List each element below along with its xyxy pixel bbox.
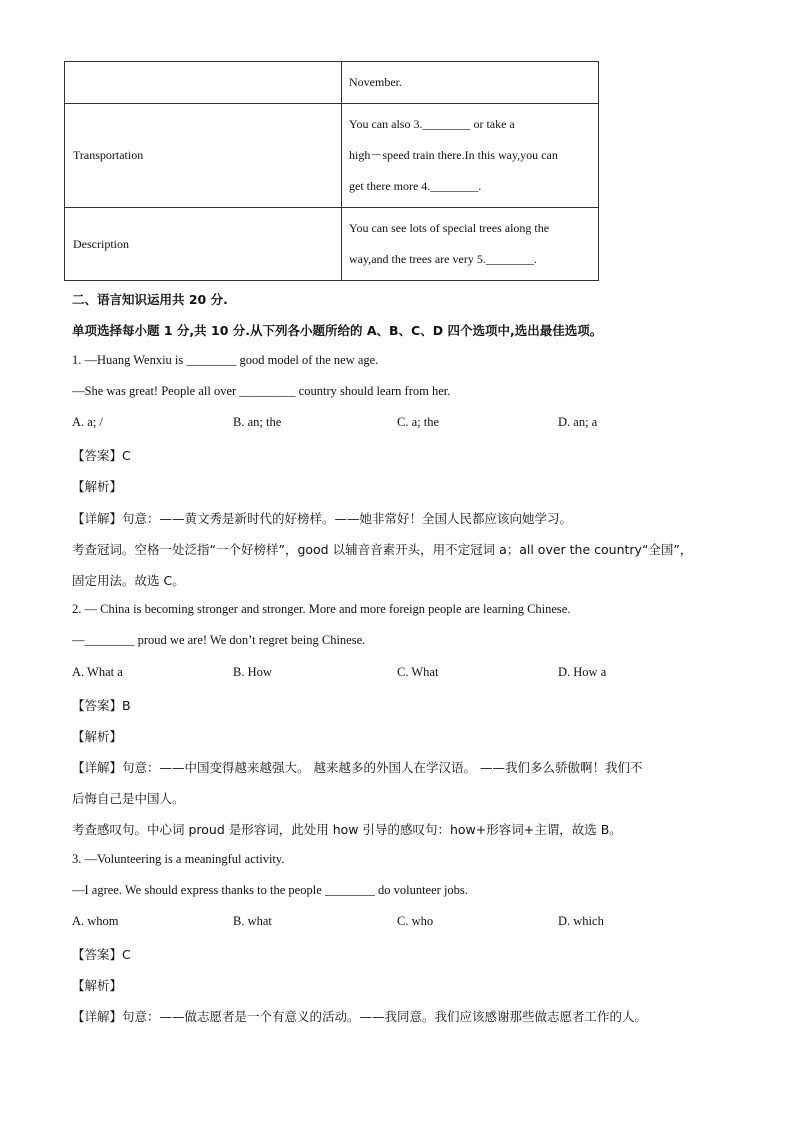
question-2-option-c: C. What bbox=[397, 665, 439, 679]
table-row bbox=[65, 62, 599, 104]
question-1-option-d: D. an; a bbox=[558, 415, 598, 429]
question-3-option-a: A. whom bbox=[72, 914, 119, 928]
table-content-line: high－speed train there.In this way,you can bbox=[349, 148, 558, 162]
section-instruction: 单项选择每小题 1 分,共 10 分.从下列各小题所给的 A、B、C、D 四个选项中,选出最佳选项。 bbox=[72, 323, 603, 338]
question-3-option-c: C. who bbox=[397, 914, 434, 928]
table-label-cell bbox=[65, 62, 342, 104]
question-2-answer: 【答案】B bbox=[72, 698, 131, 713]
table-row bbox=[65, 208, 599, 281]
question-2-detail: 后悔自己是中国人。 bbox=[72, 791, 185, 806]
question-1-analysis-label: 【解析】 bbox=[72, 479, 123, 494]
section-heading: 二、语言知识运用共 20 分. bbox=[72, 292, 228, 307]
question-2-stem: 2. — China is becoming stronger and stronger. More and more foreign people are learning Chinese. bbox=[72, 602, 571, 616]
table-content-cell bbox=[342, 62, 599, 104]
question-3-detail: 【详解】句意：——做志愿者是一个有意义的活动。——我同意。我们应该感谢那些做志愿者工作的人。 bbox=[72, 1009, 648, 1024]
question-2-detail: 考查感叹句。中心词 proud 是形容词，此处用 how 引导的感叹句：how+形容词+主谓，故选 B。 bbox=[72, 822, 622, 837]
question-1-detail: 固定用法。故选 C。 bbox=[72, 573, 185, 588]
table-content-cell bbox=[342, 104, 599, 208]
question-2-analysis-label: 【解析】 bbox=[72, 729, 123, 744]
table-content-line: You can also 3.________ or take a bbox=[349, 117, 515, 131]
table-row bbox=[65, 104, 599, 208]
question-2-option-a: A. What a bbox=[72, 665, 123, 679]
table-content-line: November. bbox=[349, 75, 402, 89]
question-1-stem: 1. —Huang Wenxiu is ________ good model of the new age. bbox=[72, 353, 379, 367]
question-1-option-b: B. an; the bbox=[233, 415, 282, 429]
question-3-answer: 【答案】C bbox=[72, 947, 131, 962]
question-1-option-c: C. a; the bbox=[397, 415, 440, 429]
table-content-line: You can see lots of special trees along the bbox=[349, 221, 550, 235]
info-table bbox=[64, 61, 599, 281]
question-3-stem-reply: —I agree. We should express thanks to the people ________ do volunteer jobs. bbox=[72, 883, 468, 897]
question-1-detail: 【详解】句意：——黄文秀是新时代的好榜样。——她非常好！全国人民都应该向她学习。 bbox=[72, 511, 573, 526]
table-content-cell bbox=[342, 208, 599, 281]
question-2-option-b: B. How bbox=[233, 665, 272, 679]
question-3-stem: 3. —Volunteering is a meaningful activity. bbox=[72, 852, 285, 866]
question-3-option-d: D. which bbox=[558, 914, 604, 928]
question-2-option-d: D. How a bbox=[558, 665, 607, 679]
table-label-cell: Description bbox=[65, 208, 342, 281]
question-2-stem-reply: —________ proud we are! We don’t regret being Chinese. bbox=[72, 633, 366, 647]
question-1-option-a: A. a; / bbox=[72, 415, 103, 429]
question-2-detail: 【详解】句意：——中国变得越来越强大。 越来越多的外国人在学汉语。 ——我们多么骄傲啊！我们不 bbox=[72, 760, 643, 775]
question-1-stem-reply: —She was great! People all over _________ country should learn from her. bbox=[72, 384, 451, 398]
table-label-cell: Transportation bbox=[65, 104, 342, 208]
table-content-line: way,and the trees are very 5.________. bbox=[349, 252, 537, 266]
question-1-detail: 考查冠词。空格一处泛指“一个好榜样”，good 以辅音音素开头，用不定冠词 a；all over the country“全国”， bbox=[72, 542, 693, 557]
question-3-analysis-label: 【解析】 bbox=[72, 978, 123, 993]
table-content-line: get there more 4.________. bbox=[349, 179, 482, 193]
question-1-answer: 【答案】C bbox=[72, 448, 131, 463]
question-3-option-b: B. what bbox=[233, 914, 272, 928]
